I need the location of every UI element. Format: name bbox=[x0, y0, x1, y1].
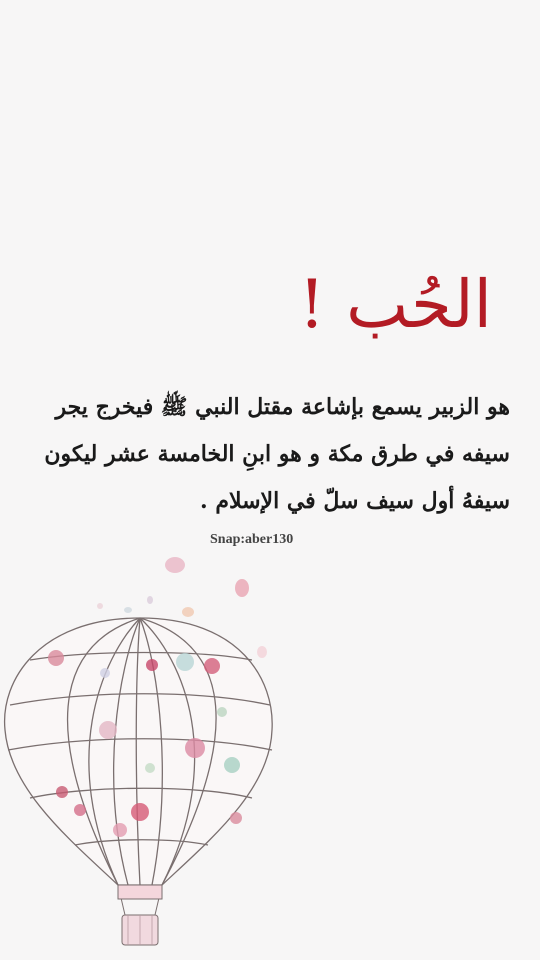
quote-line-2: سيفه في طرق مكة و هو ابنِ الخامسة عشر ليكون bbox=[44, 441, 510, 467]
page-title: الحُب ! bbox=[298, 266, 492, 343]
quote-line-1: هو الزبير يسمع بإشاعة مقتل النبي ﷺ فيخرج يجر bbox=[55, 394, 510, 420]
quote-text bbox=[30, 384, 510, 525]
balloon-basket bbox=[118, 885, 162, 945]
hot-air-balloon-illustration bbox=[0, 540, 300, 960]
snap-watermark: Snap:aber130 bbox=[210, 532, 294, 547]
quote-line-3: سيفهُ أول سيف سلّ في الإسلام . bbox=[200, 488, 510, 514]
balloon-envelope bbox=[5, 618, 273, 885]
